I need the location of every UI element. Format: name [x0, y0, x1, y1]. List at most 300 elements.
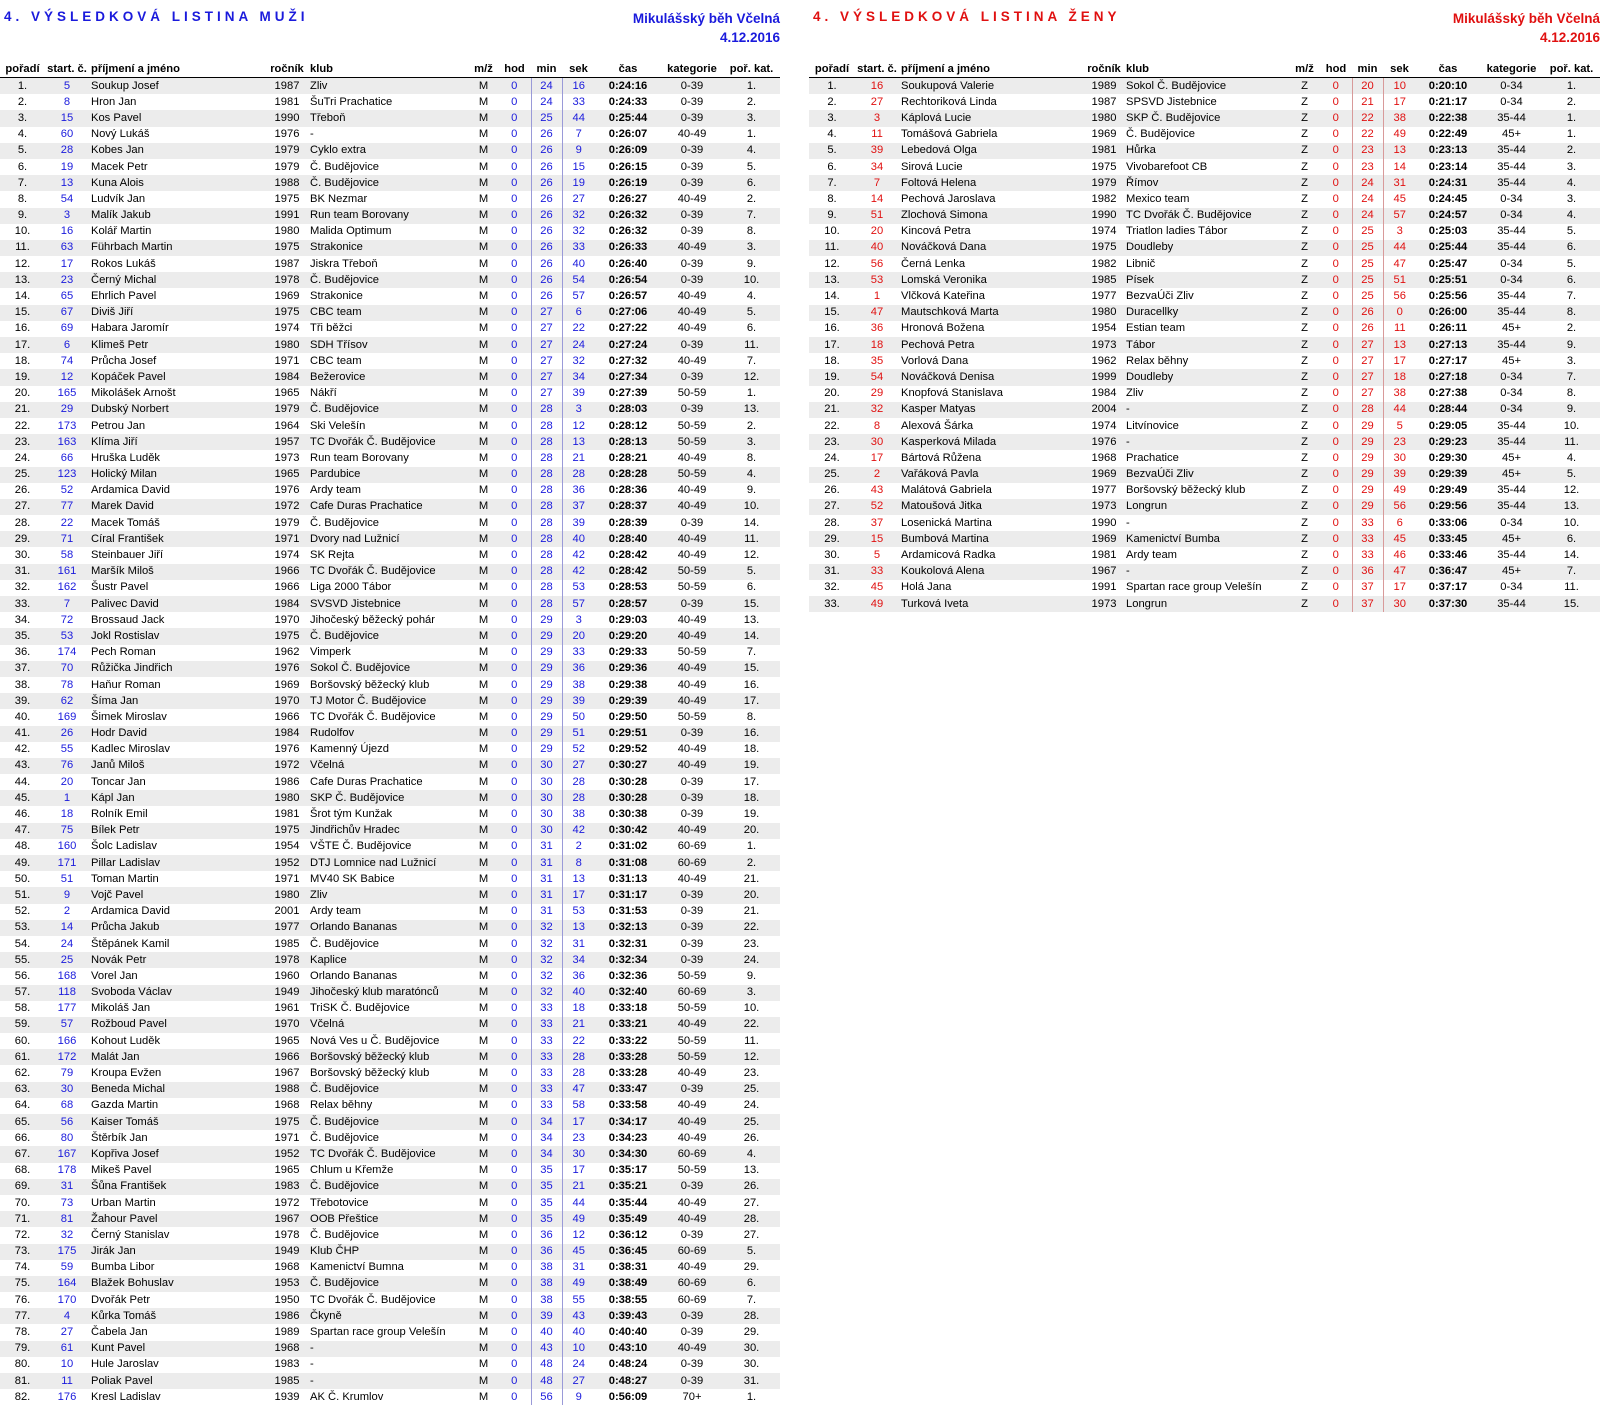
- cell-rank: 4.: [827, 128, 837, 141]
- cell-hours: 0: [511, 1293, 518, 1306]
- cell-time: 0:30:38: [608, 808, 648, 821]
- cell-rank: 68.: [14, 1164, 31, 1177]
- cell-rank: 2.: [17, 95, 28, 108]
- cell-time: 0:30:28: [595, 790, 661, 806]
- women-table-body: [809, 78, 1600, 613]
- table-row: [0, 369, 780, 385]
- cell-gender: M: [478, 192, 489, 205]
- cell-start-number: 17: [60, 257, 74, 270]
- cell-category: 60-69: [661, 855, 723, 871]
- cell-category: 0-39: [680, 225, 704, 238]
- men-col-rank: pořadí: [0, 62, 45, 78]
- cell-birth-year: 1968: [266, 1341, 308, 1357]
- cell-start-number: 47: [855, 305, 899, 321]
- cell-start-number: 65: [60, 290, 74, 303]
- table-row: [809, 159, 1600, 175]
- cell-start-number: 59: [60, 1261, 74, 1274]
- cell-start-number: 7: [45, 596, 89, 612]
- cell-gender: M: [478, 95, 489, 108]
- cell-time: 0:27:22: [608, 322, 648, 335]
- cell-name: Petrou Jan: [91, 419, 146, 432]
- cell-category: 0-39: [661, 1179, 723, 1195]
- women-header-row: [809, 62, 1600, 78]
- cell-time: 0:35:44: [608, 1196, 648, 1209]
- cell-seconds: 33: [562, 94, 595, 110]
- cell-gender: M: [478, 322, 489, 335]
- cell-hours: 0: [1332, 95, 1339, 108]
- cell-category: 0-34: [1500, 257, 1523, 270]
- cell-category-rank: 6.: [746, 581, 757, 594]
- cell-birth-year: 1977: [1091, 290, 1117, 303]
- cell-birth-year: 1967: [274, 1067, 300, 1080]
- cell-seconds: 44: [1383, 240, 1416, 256]
- cell-name: Kroupa Evžen: [91, 1067, 162, 1080]
- cell-start-number: 171: [45, 855, 89, 871]
- cell-seconds: 33: [562, 240, 595, 256]
- cell-name: Šůna František: [89, 1179, 266, 1195]
- cell-name: Rechtoriková Linda: [901, 95, 997, 108]
- cell-category-rank: 13.: [743, 1164, 760, 1177]
- table-row: [0, 483, 780, 499]
- cell-category: 0-39: [661, 110, 723, 126]
- cell-birth-year: 1987: [274, 257, 300, 270]
- table-row: [0, 790, 780, 806]
- cell-birth-year: 1953: [266, 1276, 308, 1292]
- cell-minutes: 33: [1352, 547, 1383, 563]
- cell-name: Vlčková Kateřina: [901, 290, 985, 303]
- cell-minutes: 26: [1352, 321, 1383, 337]
- cell-category-rank: 15.: [723, 661, 780, 677]
- cell-start-number: 23: [45, 272, 89, 288]
- cell-name: Bumbová Martina: [899, 531, 1084, 547]
- table-row: [809, 515, 1600, 531]
- cell-category: 50-59: [677, 1002, 707, 1015]
- cell-name: Alexová Šárka: [901, 419, 974, 432]
- cell-seconds: 14: [1383, 159, 1416, 175]
- cell-rank: 49.: [0, 855, 45, 871]
- cell-category-rank: 6.: [1543, 240, 1600, 256]
- cell-seconds: 21: [562, 1179, 595, 1195]
- cell-club: Č. Budějovice: [310, 160, 380, 173]
- cell-minutes: 26: [531, 272, 562, 288]
- cell-name: Poliak Pavel: [89, 1373, 266, 1389]
- cell-hours: 0: [1332, 322, 1339, 335]
- cell-rank: 8.: [827, 192, 837, 205]
- cell-seconds: 20: [562, 628, 595, 644]
- cell-gender: M: [469, 143, 498, 159]
- cell-category: 0-39: [661, 887, 723, 903]
- cell-category: 0-39: [680, 1228, 704, 1241]
- cell-rank: 12.: [824, 257, 840, 270]
- cell-rank: 50.: [14, 872, 31, 885]
- cell-category: 0-39: [661, 1373, 723, 1389]
- cell-time: 0:48:27: [595, 1373, 661, 1389]
- cell-category: 45+: [1480, 564, 1543, 580]
- cell-club: Č. Budějovice: [308, 272, 469, 288]
- cell-hours: 0: [498, 596, 531, 612]
- cell-time: 0:26:09: [595, 143, 661, 159]
- cell-seconds: 42: [562, 547, 595, 563]
- cell-category-rank: 20.: [723, 823, 780, 839]
- cell-rank: 35.: [0, 628, 45, 644]
- men-col-seconds: sek: [562, 62, 595, 78]
- cell-start-number: 53: [45, 628, 89, 644]
- cell-rank: 38.: [14, 678, 31, 691]
- cell-hours: 0: [498, 1244, 531, 1260]
- cell-minutes: 28: [1352, 402, 1383, 418]
- cell-birth-year: 1976: [274, 743, 300, 756]
- cell-seconds: 12: [562, 418, 595, 434]
- cell-category-rank: 19.: [743, 808, 760, 821]
- cell-start-number: 66: [60, 451, 74, 464]
- cell-seconds: 51: [562, 726, 595, 742]
- cell-start-number: 16: [60, 225, 74, 238]
- cell-birth-year: 1984: [1091, 387, 1117, 400]
- cell-minutes: 29: [1352, 450, 1383, 466]
- cell-category: 35-44: [1480, 110, 1543, 126]
- cell-hours: 0: [498, 628, 531, 644]
- cell-time: 0:28:37: [595, 499, 661, 515]
- cell-seconds: 10: [1383, 78, 1416, 95]
- women-event-info: [1453, 9, 1600, 47]
- cell-gender: M: [478, 775, 489, 788]
- cell-name: Mikeš Pavel: [91, 1164, 152, 1177]
- cell-minutes: 36: [531, 1244, 562, 1260]
- cell-gender: Z: [1301, 290, 1308, 303]
- cell-seconds: 23: [1383, 434, 1416, 450]
- cell-hours: 0: [1332, 451, 1339, 464]
- cell-minutes: 34: [531, 1114, 562, 1130]
- cell-minutes: 43: [531, 1341, 562, 1357]
- cell-seconds: 28: [562, 467, 595, 483]
- cell-name: Maršík Miloš: [89, 564, 266, 580]
- cell-gender: Z: [1301, 516, 1308, 529]
- cell-birth-year: 1978: [274, 1228, 300, 1241]
- cell-category: 0-34: [1480, 272, 1543, 288]
- cell-category: 0-39: [680, 516, 704, 529]
- men-col-start-number: start. č.: [45, 62, 89, 78]
- cell-club: Strakonice: [308, 240, 469, 256]
- table-row: [0, 968, 780, 984]
- cell-rank: 42.: [14, 743, 31, 756]
- table-row: [809, 127, 1600, 143]
- cell-time: 0:33:45: [1416, 531, 1480, 547]
- cell-seconds: 56: [1383, 499, 1416, 515]
- cell-seconds: 46: [1383, 547, 1416, 563]
- cell-club: Bežerovice: [308, 369, 469, 385]
- cell-hours: 0: [498, 726, 531, 742]
- cell-gender: M: [469, 1146, 498, 1162]
- cell-gender: M: [478, 1326, 489, 1339]
- cell-category-rank: 2.: [1543, 143, 1600, 159]
- cell-rank: 77.: [0, 1308, 45, 1324]
- table-row: [809, 224, 1600, 240]
- cell-name: Pech Roman: [91, 646, 156, 659]
- cell-seconds: 17: [1383, 580, 1416, 596]
- table-row: [809, 386, 1600, 402]
- cell-category-rank: 24.: [743, 1099, 760, 1112]
- cell-start-number: 27: [870, 95, 884, 108]
- cell-minutes: 26: [531, 224, 562, 240]
- cell-start-number: 1: [45, 790, 89, 806]
- cell-time: 0:29:23: [1416, 434, 1480, 450]
- cell-time: 0:32:36: [608, 969, 648, 982]
- cell-birth-year: 1974: [274, 322, 300, 335]
- cell-name: Žahour Pavel: [89, 1211, 266, 1227]
- cell-category-rank: 11.: [723, 337, 780, 353]
- cell-hours: 0: [1332, 484, 1339, 497]
- cell-start-number: 36: [870, 322, 884, 335]
- cell-category: 40-49: [677, 743, 707, 756]
- cell-seconds: 49: [1383, 483, 1416, 499]
- cell-seconds: 7: [562, 127, 595, 143]
- cell-start-number: 15: [855, 531, 899, 547]
- cell-hours: 0: [511, 516, 518, 529]
- cell-category: 40-49: [661, 499, 723, 515]
- cell-time: 0:29:56: [1416, 499, 1480, 515]
- table-row: [809, 564, 1600, 580]
- cell-start-number: 76: [45, 758, 89, 774]
- cell-minutes: 27: [531, 337, 562, 353]
- cell-rank: 65.: [0, 1114, 45, 1130]
- cell-category-rank: 1.: [746, 128, 757, 141]
- cell-gender: M: [478, 1164, 489, 1177]
- cell-club: Ardy team: [1126, 549, 1177, 562]
- cell-hours: 0: [498, 564, 531, 580]
- cell-gender: M: [478, 710, 489, 723]
- cell-category: 0-39: [680, 775, 704, 788]
- cell-hours: 0: [498, 78, 531, 95]
- cell-name: Kohout Luděk: [91, 1034, 161, 1047]
- cell-gender: Z: [1289, 369, 1320, 385]
- cell-seconds: 33: [562, 645, 595, 661]
- cell-time: 0:29:50: [608, 710, 648, 723]
- cell-seconds: 6: [562, 305, 595, 321]
- table-row: [809, 596, 1600, 612]
- cell-seconds: 13: [1383, 337, 1416, 353]
- cell-category-rank: 14.: [723, 628, 780, 644]
- cell-birth-year: 1961: [274, 1002, 300, 1015]
- cell-rank: 21.: [809, 402, 855, 418]
- cell-gender: Z: [1289, 467, 1320, 483]
- cell-gender: M: [469, 208, 498, 224]
- cell-category: 0-34: [1480, 208, 1543, 224]
- table-row: [809, 418, 1600, 434]
- cell-seconds: 2: [562, 839, 595, 855]
- cell-start-number: 74: [60, 354, 74, 367]
- cell-gender: M: [469, 823, 498, 839]
- cell-minutes: 25: [1352, 288, 1383, 304]
- cell-minutes: 23: [1352, 159, 1383, 175]
- cell-gender: M: [478, 1196, 489, 1209]
- cell-club: Zliv: [308, 887, 469, 903]
- cell-time: 0:33:46: [1428, 549, 1468, 562]
- cell-time: 0:26:15: [608, 160, 648, 173]
- cell-hours: 0: [511, 1196, 518, 1209]
- cell-hours: 0: [1332, 581, 1339, 594]
- cell-category: 45+: [1502, 128, 1521, 141]
- cell-time: 0:24:16: [595, 78, 661, 95]
- cell-start-number: 55: [60, 743, 74, 756]
- cell-hours: 0: [511, 969, 518, 982]
- cell-gender: M: [469, 1179, 498, 1195]
- cell-category: 40-49: [661, 1114, 723, 1130]
- cell-birth-year: 1950: [274, 1293, 300, 1306]
- cell-gender: M: [469, 628, 498, 644]
- men-col-club: klub: [308, 62, 469, 78]
- table-row: [809, 321, 1600, 337]
- cell-birth-year: 1979: [266, 143, 308, 159]
- cell-category-rank: 3.: [723, 110, 780, 126]
- cell-start-number: 6: [45, 337, 89, 353]
- cell-minutes: 48: [531, 1357, 562, 1373]
- cell-category-rank: 25.: [723, 1082, 780, 1098]
- cell-category-rank: 4.: [723, 143, 780, 159]
- table-row: [0, 434, 780, 450]
- cell-birth-year: 1973: [274, 451, 300, 464]
- cell-seconds: 36: [562, 968, 595, 984]
- cell-time: 0:36:45: [595, 1244, 661, 1260]
- cell-time: 0:29:36: [595, 661, 661, 677]
- cell-hours: 0: [511, 678, 518, 691]
- cell-gender: M: [469, 726, 498, 742]
- cell-birth-year: 1990: [266, 110, 308, 126]
- cell-category: 0-34: [1500, 581, 1523, 594]
- cell-seconds: 42: [562, 823, 595, 839]
- cell-category: 35-44: [1480, 143, 1543, 159]
- cell-category: 45+: [1480, 467, 1543, 483]
- cell-time: 0:29:52: [608, 743, 648, 756]
- cell-rank: 66.: [14, 1131, 31, 1144]
- cell-category: 50-59: [677, 419, 707, 432]
- cell-gender: Z: [1289, 208, 1320, 224]
- cell-rank: 44.: [14, 775, 31, 788]
- cell-category: 50-59: [677, 710, 707, 723]
- table-row: [0, 450, 780, 466]
- cell-time: 0:32:40: [595, 985, 661, 1001]
- cell-club: -: [308, 1373, 469, 1389]
- cell-category: 35-44: [1480, 240, 1543, 256]
- cell-rank: 70.: [14, 1196, 31, 1209]
- cell-rank: 25.: [809, 467, 855, 483]
- cell-start-number: 69: [60, 322, 74, 335]
- cell-gender: Z: [1289, 402, 1320, 418]
- cell-start-number: 163: [45, 434, 89, 450]
- cell-birth-year: 1970: [274, 613, 300, 626]
- cell-time: 0:26:11: [1429, 322, 1467, 335]
- cell-hours: 0: [1332, 257, 1339, 270]
- cell-birth-year: 1966: [266, 1049, 308, 1065]
- cell-club: BK Nezmar: [310, 192, 368, 205]
- cell-seconds: 13: [1383, 143, 1416, 159]
- cell-category: 40-49: [677, 549, 707, 562]
- table-row: [0, 353, 780, 369]
- cell-start-number: 1: [873, 290, 881, 303]
- table-row: [0, 240, 780, 256]
- cell-start-number: 22: [60, 516, 74, 529]
- cell-birth-year: 1971: [274, 1131, 300, 1144]
- cell-gender: Z: [1289, 175, 1320, 191]
- cell-seconds: 22: [562, 321, 595, 337]
- cell-category: 35-44: [1480, 596, 1543, 612]
- cell-rank: 73.: [0, 1244, 45, 1260]
- cell-category: 40-49: [661, 823, 723, 839]
- cell-minutes: 29: [531, 726, 562, 742]
- cell-birth-year: 1966: [274, 581, 300, 594]
- cell-rank: 5.: [0, 143, 45, 159]
- cell-birth-year: 1981: [274, 95, 300, 108]
- cell-category: 60-69: [661, 1276, 723, 1292]
- cell-category-rank: 30.: [743, 1358, 760, 1371]
- cell-birth-year: 1972: [274, 1196, 300, 1209]
- cell-birth-year: 1981: [1091, 549, 1117, 562]
- cell-name: Foltová Helena: [899, 175, 1084, 191]
- cell-name: Holá Jana: [901, 581, 952, 594]
- cell-minutes: 33: [531, 1049, 562, 1065]
- cell-minutes: 26: [531, 208, 562, 224]
- table-row: [0, 208, 780, 224]
- cell-gender: Z: [1289, 499, 1320, 515]
- cell-hours: 0: [1320, 78, 1352, 95]
- cell-minutes: 28: [531, 547, 562, 563]
- cell-start-number: 56: [870, 257, 884, 270]
- cell-club: Č. Budějovice: [310, 937, 380, 950]
- cell-birth-year: 1974: [274, 549, 300, 562]
- cell-category: 50-59: [677, 1034, 707, 1047]
- cell-category: 0-39: [661, 143, 723, 159]
- cell-club: TriSK Č. Budějovice: [310, 1002, 410, 1015]
- cell-category: 40-49: [661, 693, 723, 709]
- cell-name: Kos Pavel: [89, 110, 266, 126]
- cell-gender: M: [469, 1373, 498, 1389]
- cell-start-number: 63: [45, 240, 89, 256]
- cell-minutes: 33: [531, 1017, 562, 1033]
- cell-name: Průcha Jakub: [89, 920, 266, 936]
- cell-category-rank: 18.: [723, 790, 780, 806]
- cell-name: Koukolová Alena: [899, 564, 1084, 580]
- cell-birth-year: 1975: [266, 628, 308, 644]
- cell-gender: Z: [1289, 337, 1320, 353]
- cell-gender: M: [478, 484, 489, 497]
- cell-minutes: 29: [531, 693, 562, 709]
- cell-minutes: 24: [1352, 208, 1383, 224]
- cell-gender: M: [478, 646, 489, 659]
- cell-category: 70+: [682, 1390, 702, 1403]
- cell-club: Nová Ves u Č. Budějovice: [310, 1034, 440, 1047]
- cell-rank: 30.: [824, 549, 840, 562]
- cell-gender: M: [469, 758, 498, 774]
- cell-rank: 32.: [824, 581, 840, 594]
- cell-birth-year: 1964: [274, 419, 300, 432]
- cell-seconds: 51: [1383, 272, 1416, 288]
- men-col-birth-year: ročník: [266, 62, 308, 78]
- cell-time: 0:25:47: [1428, 257, 1468, 270]
- cell-start-number: 161: [45, 564, 89, 580]
- cell-rank: 7.: [809, 175, 855, 191]
- cell-birth-year: 1968: [1091, 451, 1117, 464]
- cell-hours: 0: [498, 1146, 531, 1162]
- cell-start-number: 162: [57, 581, 77, 594]
- cell-category: 0-39: [680, 905, 704, 918]
- cell-gender: M: [478, 1358, 489, 1371]
- cell-minutes: 48: [531, 1373, 562, 1389]
- cell-club: Č. Budějovice: [308, 1114, 469, 1130]
- cell-birth-year: 1984: [266, 596, 308, 612]
- cell-club: CBC team: [310, 354, 362, 367]
- table-row: [0, 920, 780, 936]
- cell-seconds: 30: [1383, 450, 1416, 466]
- cell-category-rank: 4.: [723, 467, 780, 483]
